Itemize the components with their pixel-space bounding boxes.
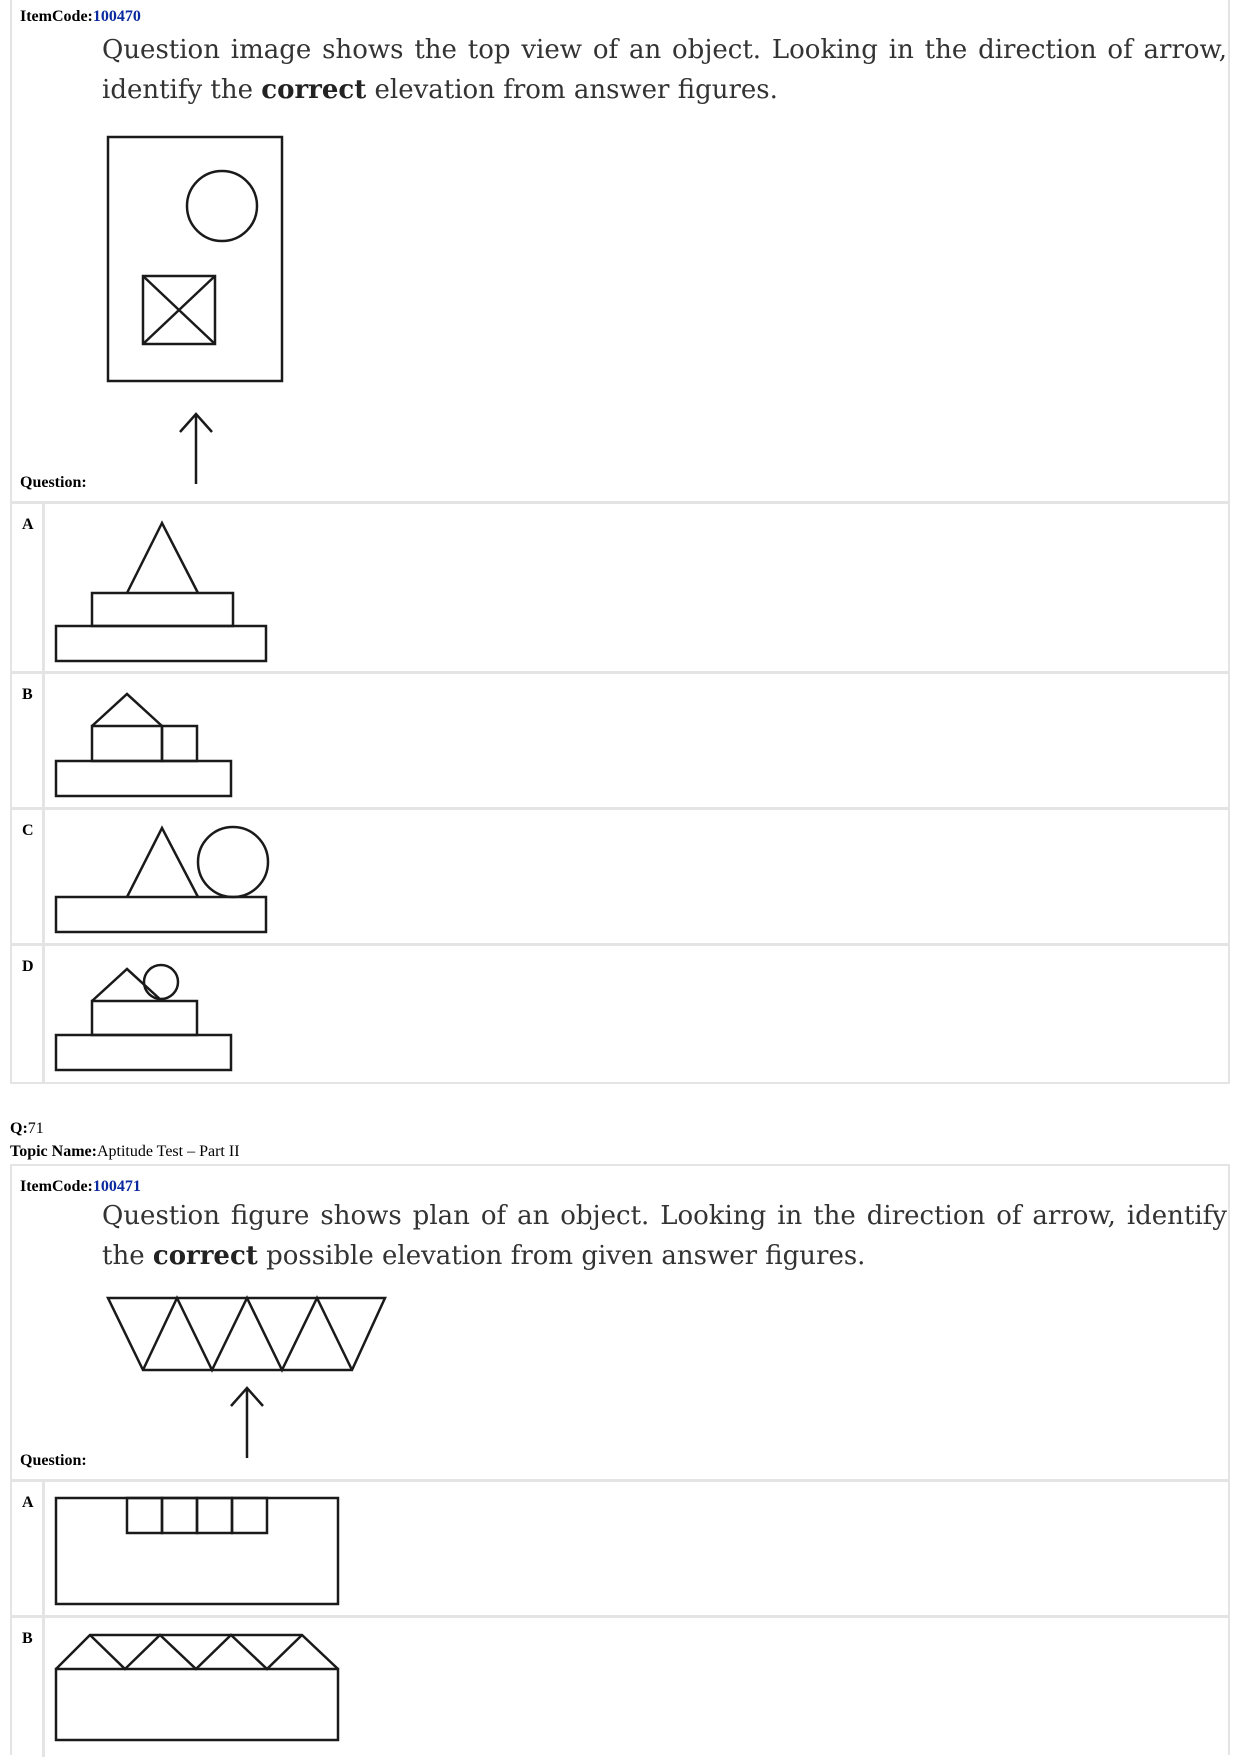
option-letter: D <box>22 958 34 975</box>
item-code-label: ItemCode: <box>20 8 93 25</box>
plan-trapezoid <box>108 1298 385 1370</box>
question-label: Question: <box>20 1452 87 1469</box>
option-row-a[interactable] <box>12 1479 1228 1615</box>
question-block-100470 <box>10 0 1230 1084</box>
question-text-emphasis: correct <box>152 1241 258 1271</box>
question-figure-plan <box>12 1166 412 1466</box>
plan-zigzag <box>143 1298 352 1370</box>
question-figure-top-view <box>12 0 412 500</box>
question-text-part: possible elevation from given answer figures. <box>257 1241 866 1271</box>
option-letter: B <box>22 686 33 703</box>
question-block-100471 <box>10 1164 1230 1755</box>
option-figure-b <box>12 1618 362 1760</box>
question-text-part: Question image shows the top view of an object. Looking in the direction of arrow, identify the <box>102 35 1227 105</box>
option-row-d[interactable] <box>12 943 1228 1084</box>
option-figure-a <box>12 1482 362 1618</box>
question-number-label: Q: <box>10 1120 28 1137</box>
option-figure-b <box>12 674 312 810</box>
option-letter: A <box>22 516 34 533</box>
question-text-emphasis: correct <box>261 75 367 105</box>
topic-name: Aptitude Test – Part II <box>96 1143 240 1160</box>
topic-line <box>10 1143 240 1161</box>
item-code-value: 100471 <box>92 1178 141 1195</box>
option-figure-c <box>12 810 312 946</box>
item-code-label: ItemCode: <box>20 1178 93 1195</box>
question-text-part: elevation from answer figures. <box>366 75 778 105</box>
option-figure-d <box>12 946 312 1087</box>
option-letter: B <box>22 1630 33 1647</box>
item-code-value: 100470 <box>92 8 141 25</box>
option-letter: A <box>22 1494 34 1511</box>
option-figure-a <box>12 504 312 674</box>
question-number-line <box>10 1120 44 1138</box>
plan-circle <box>187 171 257 241</box>
question-number: 71 <box>27 1120 44 1137</box>
option-letter: C <box>22 822 34 839</box>
option-row-c[interactable] <box>12 807 1228 943</box>
option-row-b[interactable] <box>12 671 1228 807</box>
question-label: Question: <box>20 474 87 491</box>
option-row-b[interactable] <box>12 1615 1228 1757</box>
option-row-a[interactable] <box>12 501 1228 671</box>
topic-label: Topic Name: <box>10 1143 97 1160</box>
question-text-part: Question figure shows plan of an object. Looking in the direction of arrow, identify the <box>102 1201 1227 1271</box>
